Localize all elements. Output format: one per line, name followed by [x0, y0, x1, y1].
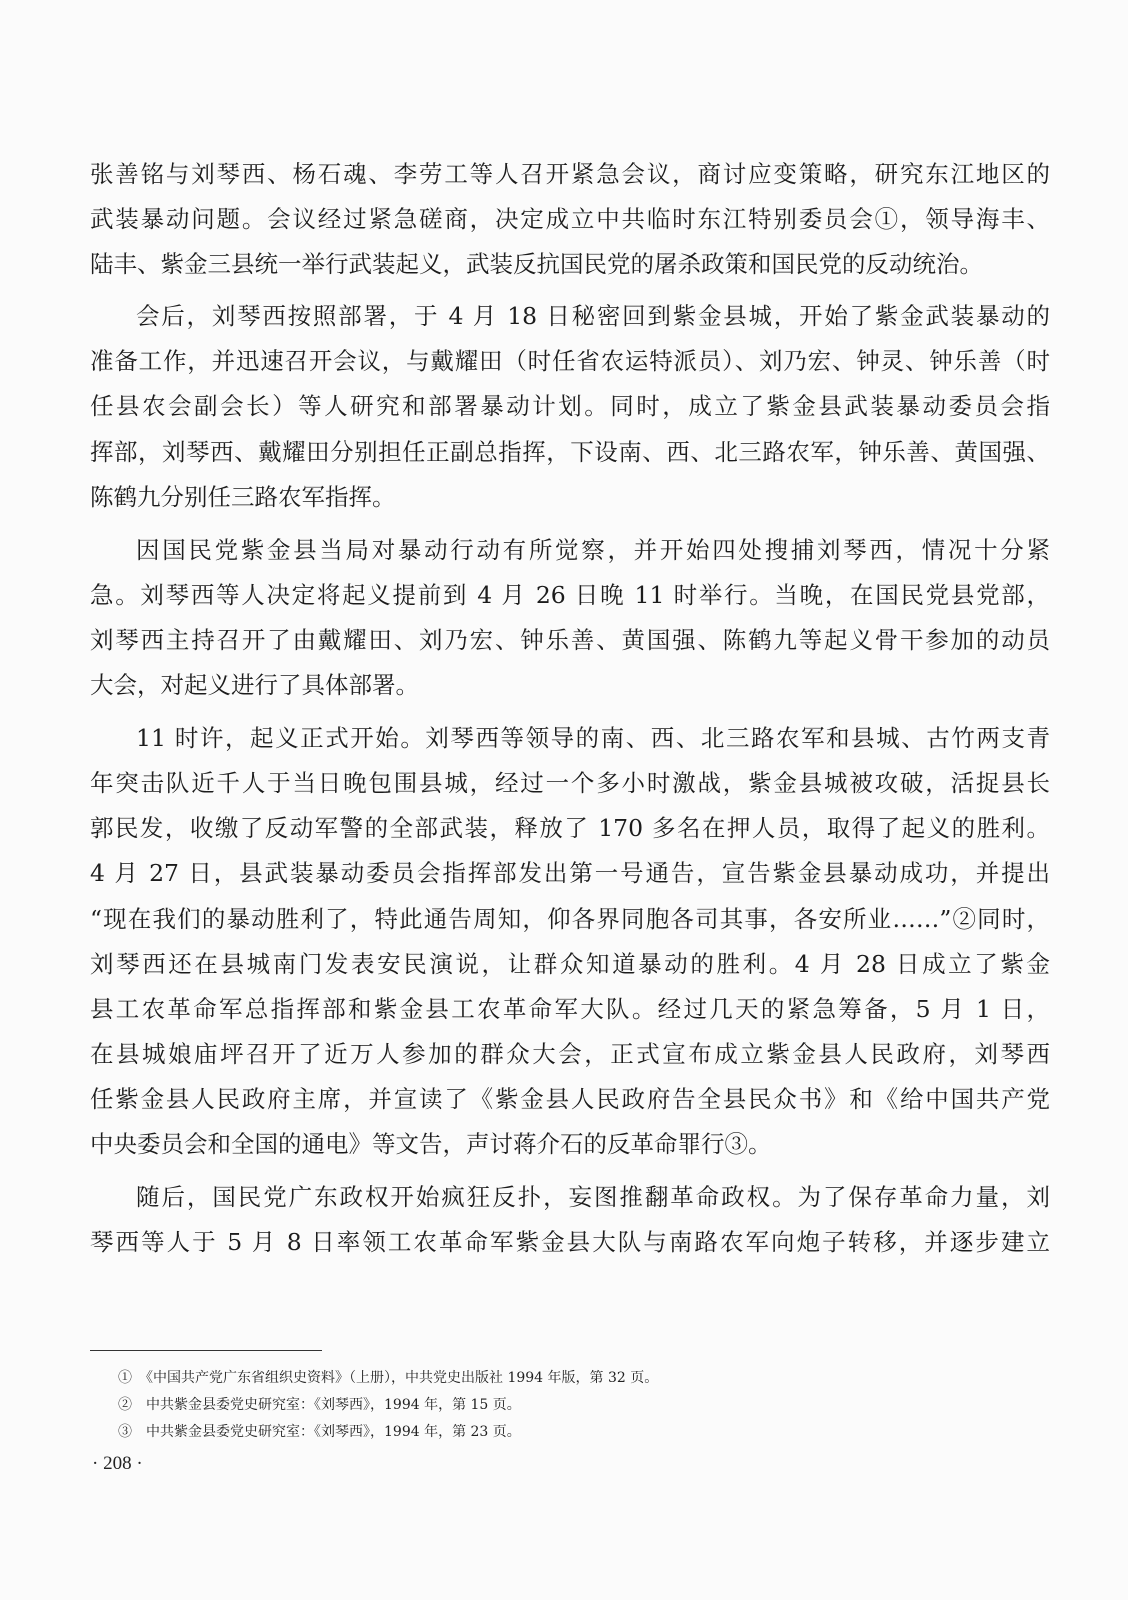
body-line: 准备工作，并迅速召开会议，与戴耀田（时任省农运特派员）、刘乃宏、钟灵、钟乐善（时 [90, 347, 1050, 375]
body-line: 武装暴动问题。会议经过紧急磋商，决定成立中共临时东江特别委员会①，领导海丰、 [90, 205, 1050, 233]
body-line: 郭民发，收缴了反动军警的全部武装，释放了 170 多名在押人员，取得了起义的胜利。 [90, 814, 1050, 842]
body-line: 在县城娘庙坪召开了近万人参加的群众大会，正式宣布成立紫金县人民政府，刘琴西 [90, 1040, 1050, 1068]
page-number: · 208 · [92, 1453, 143, 1474]
body-line: 陈鹤九分别任三路农军指挥。 [90, 483, 396, 511]
body-line: 大会，对起义进行了具体部署。 [90, 671, 419, 699]
body-line: 琴西等人于 5 月 8 日率领工农革命军紫金县大队与南路农军向炮子转移，并逐步建立 [90, 1228, 1050, 1256]
body-line: 刘琴西主持召开了由戴耀田、刘乃宏、钟乐善、黄国强、陈鹤九等起义骨干参加的动员 [90, 626, 1050, 654]
body-line: 急。刘琴西等人决定将起义提前到 4 月 26 日晚 11 时举行。当晚，在国民党县党部， [90, 581, 1050, 609]
body-line: 县工农革命军总指挥部和紫金县工农革命军大队。经过几天的紧急筹备，5 月 1 日， [90, 995, 1050, 1023]
body-line: 会后，刘琴西按照部署，于 4 月 18 日秘密回到紫金县城，开始了紫金武装暴动的 [136, 302, 1050, 330]
footnote-divider [90, 1350, 322, 1351]
body-line: 任县农会副会长）等人研究和部署暴动计划。同时，成立了紫金县武装暴动委员会指 [90, 392, 1050, 420]
body-line: 任紫金县人民政府主席，并宣读了《紫金县人民政府告全县民众书》和《给中国共产党 [90, 1085, 1050, 1113]
body-line: 刘琴西还在县城南门发表安民演说，让群众知道暴动的胜利。4 月 28 日成立了紫金 [90, 950, 1050, 978]
body-line: “现在我们的暴动胜利了，特此通告周知，仰各界同胞各司其事，各安所业……”②同时， [90, 905, 1050, 933]
body-line: 因国民党紫金县当局对暴动行动有所觉察，并开始四处搜捕刘琴西，情况十分紧 [136, 536, 1050, 564]
body-line: 年突击队近千人于当日晚包围县城，经过一个多小时激战，紫金县城被攻破，活捉县长 [90, 769, 1050, 797]
body-line: 11 时许，起义正式开始。刘琴西等领导的南、西、北三路农军和县城、古竹两支青 [136, 724, 1050, 752]
body-line: 陆丰、紫金三县统一举行武装起义，武装反抗国民党的屠杀政策和国民党的反动统治。 [90, 250, 983, 278]
body-line: 中央委员会和全国的通电》等文告，声讨蒋介石的反革命罪行③。 [90, 1130, 772, 1158]
footnote: ③ 中共紫金县委党史研究室：《刘琴西》，1994 年，第 23 页。 [118, 1424, 521, 1440]
body-line: 张善铭与刘琴西、杨石魂、李劳工等人召开紧急会议，商讨应变策略，研究东江地区的 [90, 160, 1050, 188]
body-line: 随后，国民党广东政权开始疯狂反扑，妄图推翻革命政权。为了保存革命力量，刘 [136, 1183, 1050, 1211]
body-line: 4 月 27 日，县武装暴动委员会指挥部发出第一号通告，宣告紫金县暴动成功，并提出 [90, 859, 1050, 887]
footnote: ① 《中国共产党广东省组织史资料》（上册），中共党史出版社 1994 年版，第 32 页。 [118, 1370, 659, 1386]
body-line: 挥部，刘琴西、戴耀田分别担任正副总指挥，下设南、西、北三路农军，钟乐善、黄国强、 [90, 438, 1050, 466]
footnote: ② 中共紫金县委党史研究室：《刘琴西》，1994 年，第 15 页。 [118, 1397, 521, 1413]
